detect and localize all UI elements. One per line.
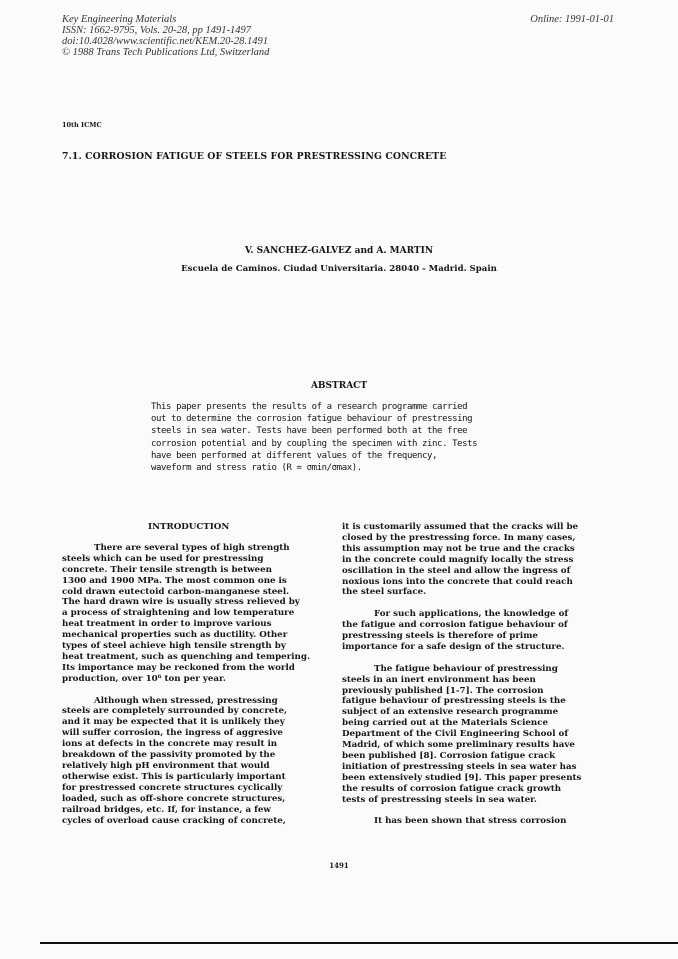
text-line: a process of straightening and low temperature <box>62 608 295 619</box>
text-line: There are several types of high strength <box>94 542 290 553</box>
text-line: production, over 10⁶ ton per year. <box>62 673 226 684</box>
text-line: Although when stressed, prestressing <box>94 695 278 706</box>
abstract-body <box>151 401 481 474</box>
issn-line: ISSN: 1662-9795, Vols. 20-28, pp 1491-1497 <box>62 25 251 36</box>
text-line: For such applications, the knowledge of <box>374 609 569 620</box>
text-line: steels in an inert environment has been <box>342 674 536 685</box>
text-line: mechanical properties such as ductility. Other <box>62 630 288 641</box>
text-line: steels are completely surrounded by concrete, <box>62 706 288 717</box>
text-line: it is customarily assumed that the cracks will be <box>342 522 579 532</box>
text-line: in the concrete could magnify locally the stress <box>342 554 574 565</box>
text-line: been published [8]. Corrosion fatigue crack <box>342 751 556 761</box>
text-line: will suffer corrosion, the ingress of aggresive <box>62 728 283 739</box>
abstract-heading: ABSTRACT <box>310 381 368 391</box>
text-line: being carried out at the Materials Science <box>342 718 549 729</box>
right-column <box>342 522 607 827</box>
paragraph <box>342 816 607 827</box>
doi-line: doi:10.4028/www.scientific.net/KEM.20-28.1491 <box>62 36 268 47</box>
abstract-line: corrosion potential and by coupling the specimen with zinc. Tests <box>151 438 478 449</box>
abstract-line: waveform and stress ratio (R = σmin/σmax). <box>151 463 362 474</box>
text-line: closed by the prestressing force. In many cases, <box>342 532 576 543</box>
text-line: cold drawn eutectoid carbon-manganese steel. <box>62 586 290 597</box>
paragraph <box>62 696 337 827</box>
text-line: Madrid, of which some preliminary results have <box>342 740 575 751</box>
text-line: previously published [1-7]. The corrosion <box>342 685 544 696</box>
authors: V. SANCHEZ-GALVEZ and A. MARTIN <box>244 246 434 256</box>
text-line: ions at defects in the concrete may result in <box>62 739 278 750</box>
text-line: concrete. Their tensile strength is between <box>62 564 272 575</box>
text-line: been extensively studied [9]. This paper presents <box>342 772 582 783</box>
text-line: The fatigue behaviour of prestressing <box>374 663 558 674</box>
text-line: the steel surface. <box>342 587 427 598</box>
text-line: the fatigue and corrosion fatigue behaviour of <box>342 620 568 631</box>
text-line: The hard drawn wire is usually stress relieved by <box>62 597 300 608</box>
text-line: heat treatment in order to improve various <box>62 619 272 630</box>
left-column <box>62 522 337 826</box>
text-line: tests of prestressing steels in sea water. <box>342 794 537 805</box>
affiliation: Escuela de Caminos. Ciudad Universitaria. 28040 - Madrid. Spain <box>181 264 497 274</box>
abstract-line: steels in sea water. Tests have been performed both at the free <box>151 426 468 437</box>
paragraph <box>342 664 607 806</box>
text-line: fatigue behaviour of prestressing steels is the <box>342 696 566 707</box>
text-line: subject of an extensive research programme <box>342 707 559 718</box>
text-line: Department of the Civil Engineering School of <box>342 729 569 740</box>
copyright-line: © 1988 Trans Tech Publications Ltd, Switzerland <box>62 47 270 58</box>
text-line: oscillation in the steel and allow the ingress of <box>342 565 571 576</box>
text-line: the results of corrosion fatigue crack growth <box>342 783 562 794</box>
footer-rule <box>40 942 678 944</box>
text-line: breakdown of the passivity promoted by the <box>62 750 276 761</box>
paragraph <box>342 609 607 653</box>
text-line: prestressing steels is therefore of prime <box>342 631 538 642</box>
abstract-line: This paper presents the results of a research programme carried <box>151 402 468 412</box>
text-line: importance for a safe design of the structure. <box>342 641 565 652</box>
text-line: initiation of prestressing steels in sea water has <box>342 761 577 772</box>
abstract-line: out to determine the corrosion fatigue behaviour of prestressing <box>151 414 473 425</box>
text-line: this assumption may not be true and the cracks <box>342 543 575 554</box>
online-date: Online: 1991-01-01 <box>530 14 614 25</box>
text-line: for prestressed concrete structures cyclically <box>62 782 283 793</box>
paper-title: 7.1. CORROSION FATIGUE OF STEELS FOR PRESTRESSING CONCRETE <box>62 151 447 162</box>
text-line: loaded, such as off-shore concrete structures, <box>62 793 286 804</box>
text-line: cycles of overload cause cracking of concrete, <box>62 815 286 826</box>
text-line: otherwise exist. This is particularly important <box>62 771 286 782</box>
journal-name: Key Engineering Materials <box>62 14 177 25</box>
text-line: It has been shown that stress corrosion <box>374 816 567 827</box>
text-line: and it may be expected that it is unlikely they <box>62 717 285 728</box>
paragraph <box>62 543 337 685</box>
text-line: relatively high pH environment that would <box>62 761 270 772</box>
text-line: Its importance may be reckoned from the world <box>62 662 295 673</box>
page-number: 1491 <box>329 861 349 870</box>
journal-header <box>62 14 269 58</box>
paragraph <box>342 522 607 598</box>
conference-tag: 10th ICMC <box>62 121 102 129</box>
section-heading: INTRODUCTION <box>148 522 230 532</box>
text-line: steels which can be used for prestressing <box>62 553 264 564</box>
text-line: 1300 and 1900 MPa. The most common one is <box>62 575 287 586</box>
text-line: noxious ions into the concrete that could reach <box>342 576 573 587</box>
text-line: railroad bridges, etc. If, for instance, a few <box>62 804 271 815</box>
text-line: heat treatment, such as quenching and tempering. <box>62 651 310 662</box>
abstract-line: have been performed at different values of the frequency, <box>151 450 438 461</box>
text-line: types of steel achieve high tensile strength by <box>62 641 286 652</box>
